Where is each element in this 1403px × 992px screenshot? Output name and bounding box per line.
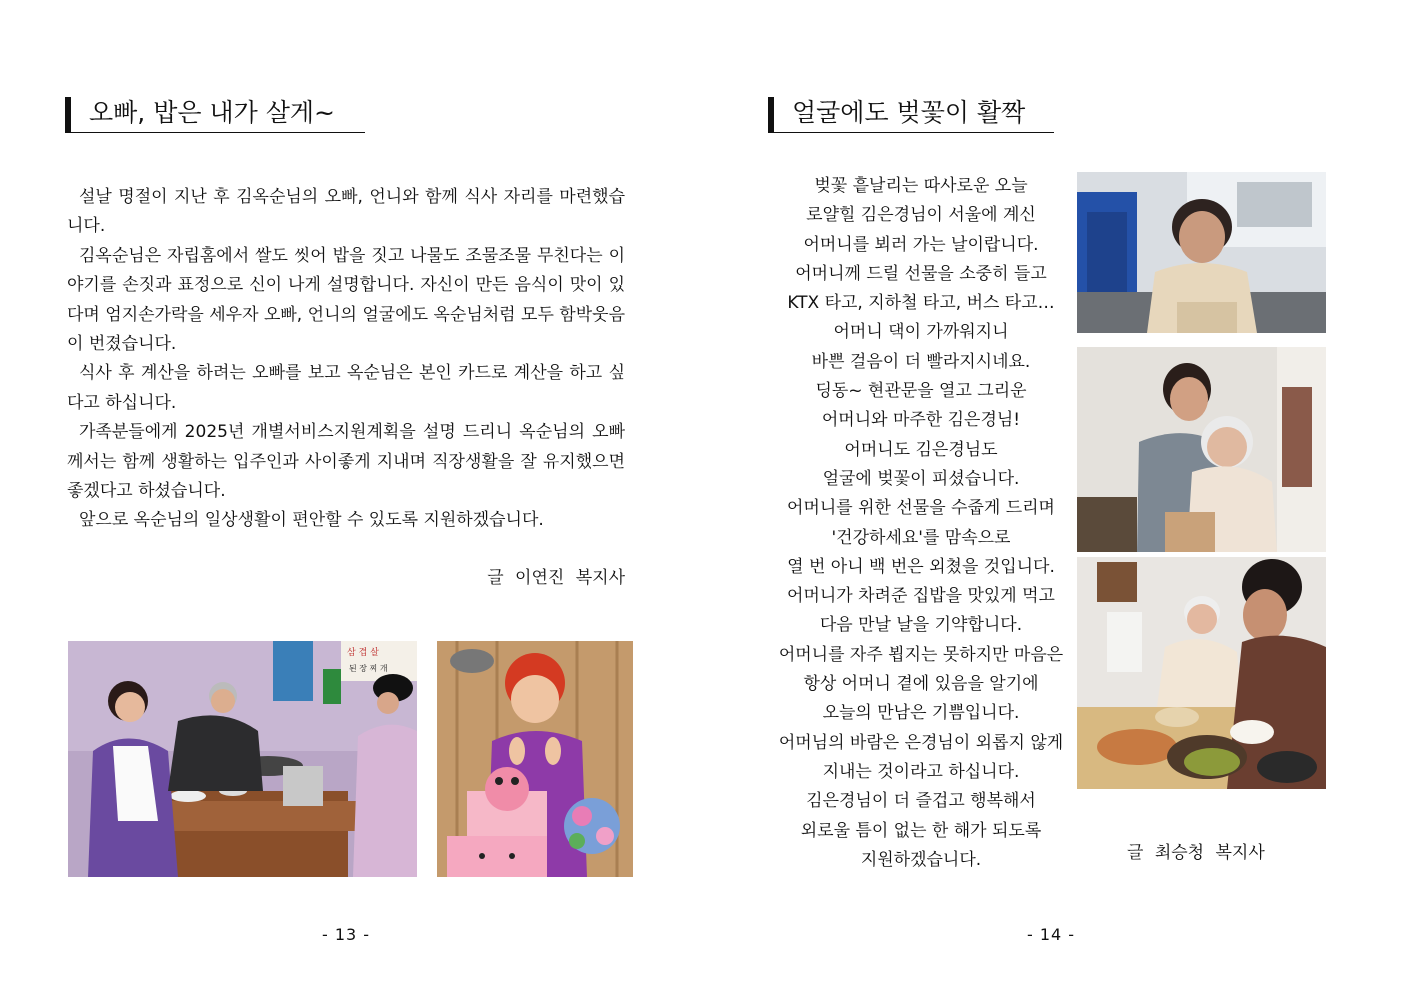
poem-line: 딩동~ 현관문을 열고 그리운 bbox=[815, 381, 1027, 402]
home-meal-photo bbox=[1077, 557, 1326, 789]
poem-line: 바쁜 걸음이 더 빨라지시네요. bbox=[811, 351, 1031, 372]
left-page-title: 오빠, 밥은 내가 살게~ bbox=[65, 97, 365, 133]
restaurant-sign-top: 삼 겹 살 bbox=[347, 648, 379, 658]
right-page bbox=[701, 0, 1403, 992]
left-page-body bbox=[67, 183, 625, 536]
page-number: - 13 - bbox=[322, 925, 371, 944]
poem-body bbox=[764, 172, 1078, 875]
page-number: - 14 - bbox=[1027, 925, 1076, 944]
poem-line: 얼굴에 벚꽃이 피셨습니다. bbox=[822, 468, 1020, 489]
right-signature: 글 최승청 복지사 bbox=[1127, 843, 1265, 863]
poem-line: 지원하겠습니다. bbox=[860, 849, 982, 870]
poem-line: 외로울 틈이 없는 한 해가 되도록 bbox=[800, 820, 1042, 841]
poem-line: 항상 어머니 곁에 있음을 알기에 bbox=[803, 674, 1039, 695]
poem-line: 지내는 것이라고 하십니다. bbox=[822, 761, 1020, 782]
family-lunch-photo bbox=[68, 641, 417, 877]
left-page bbox=[0, 0, 701, 992]
hug-photo bbox=[1077, 347, 1326, 552]
right-page-title: 얼굴에도 벚꽃이 활짝 bbox=[768, 97, 1054, 133]
poem-line: 어머니와 마주한 김은경님! bbox=[821, 410, 1021, 431]
poem-line: 김은경님이 더 즐겁고 행복해서 bbox=[806, 791, 1036, 812]
body-paragraph: 식사 후 계산을 하려는 오빠를 보고 옥순님은 본인 카드로 계산을 하고 싶다고 하십니다. bbox=[67, 363, 625, 413]
poem-line: 어머니도 김은경님도 bbox=[844, 439, 998, 460]
poem-line: 열 번 아니 백 번은 외쳤을 것입니다. bbox=[787, 556, 1055, 577]
left-signature: 글 이연진 복지사 bbox=[487, 568, 625, 588]
restaurant-sign-menu: 된 장 찌 개 bbox=[349, 664, 388, 673]
poem-line: 로얄힐 김은경님이 서울에 계신 bbox=[806, 205, 1036, 226]
train-photo bbox=[1077, 172, 1326, 333]
poem-line: 어머니가 차려준 집밥을 맛있게 먹고 bbox=[787, 586, 1055, 607]
poem-line: 어머니를 자주 뵙지는 못하지만 마음은 bbox=[778, 644, 1064, 665]
body-paragraph: 가족분들에게 2025년 개별서비스지원계획을 설명 드리니 옥순님의 오빠께서는 함께 생활하는 입주인과 사이좋게 지내며 직장생활을 잘 유지했으면 좋겠다고 하셨습니다. bbox=[67, 422, 625, 502]
poem-line: '건강하세요'를 맘속으로 bbox=[831, 527, 1011, 548]
body-paragraph: 설날 명절이 지난 후 김옥순님의 오빠, 언니와 함께 식사 자리를 마련했습니다. bbox=[67, 187, 625, 237]
body-paragraph: 김옥순님은 자립홈에서 쌀도 씻어 밥을 짓고 나물도 조물조물 무친다는 이야기를 손짓과 표정으로 신이 나게 설명합니다. 자신이 만든 음식이 맛이 있다며 엄지손가락을 세우자 오빠, 언니의 얼굴에도 옥순님처럼 모두 함박웃음이 번졌습니다. bbox=[67, 245, 625, 355]
poem-line: 어머니를 뵈러 가는 날이랍니다. bbox=[803, 234, 1039, 255]
body-paragraph: 앞으로 옥순님의 일상생활이 편안할 수 있도록 지원하겠습니다. bbox=[79, 510, 544, 531]
poem-line: 다음 만날 날을 기약합니다. bbox=[819, 615, 1023, 636]
poem-line: 벚꽃 흩날리는 따사로운 오늘 bbox=[814, 176, 1028, 196]
poem-line: 어머니 댁이 가까워지니 bbox=[833, 322, 1009, 343]
poem-line: KTX 타고, 지하철 타고, 버스 타고… bbox=[787, 293, 1055, 314]
poem-line: 어머니께 드릴 선물을 소중히 들고 bbox=[795, 263, 1047, 284]
birthday-cake-photo bbox=[437, 641, 633, 877]
poem-line: 어머니를 위한 선물을 수줍게 드리며 bbox=[787, 498, 1055, 519]
poem-line: 오늘의 만남은 기쁨입니다. bbox=[822, 703, 1020, 724]
poem-line: 어머님의 바람은 은경님이 외롭지 않게 bbox=[778, 732, 1064, 753]
